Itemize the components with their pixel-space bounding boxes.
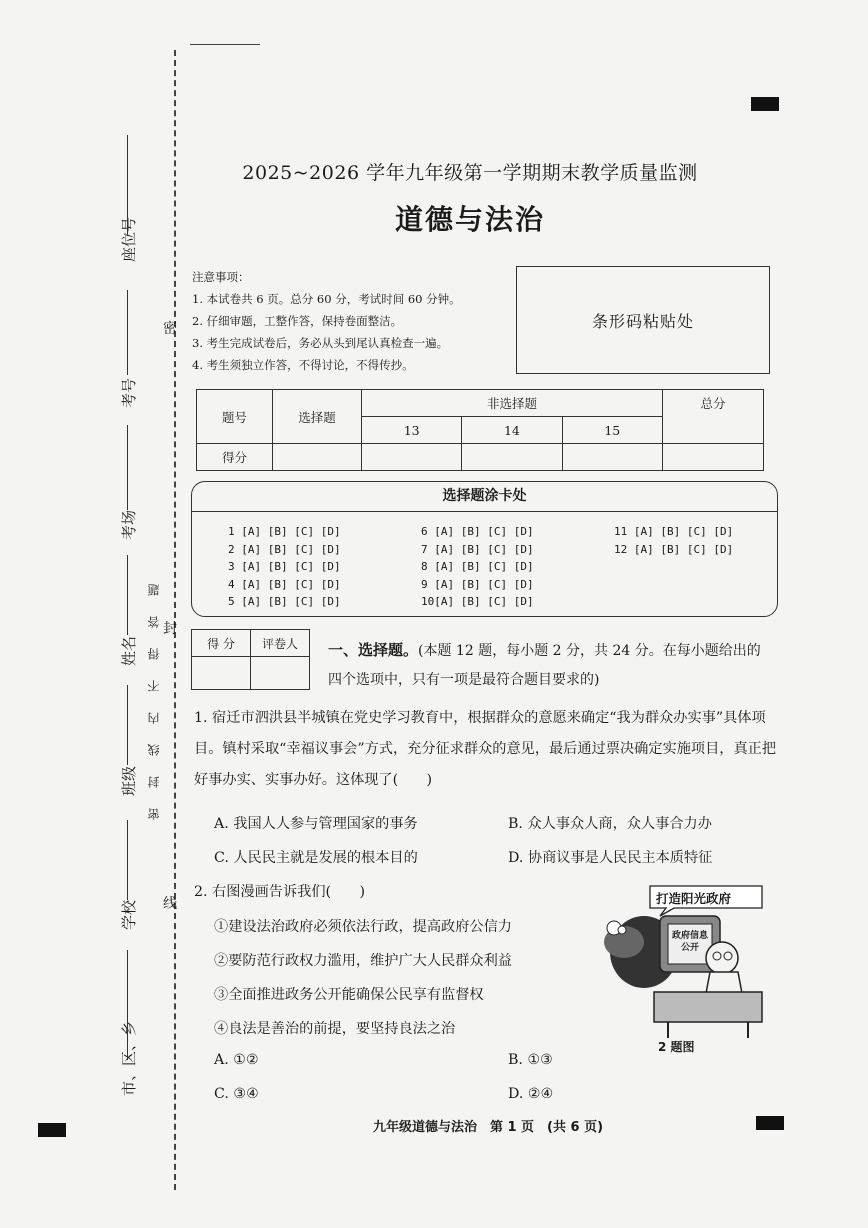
score-cell-total[interactable] xyxy=(663,444,764,471)
question-1-option-c[interactable]: C. 人民民主就是发展的根本目的 xyxy=(214,850,418,866)
top-rule xyxy=(190,44,260,45)
section-one-title: 一、选择题。 xyxy=(328,641,419,659)
grader-reviewer-label: 评卷人 xyxy=(251,630,310,657)
binding-label-room: 考场 xyxy=(120,509,138,540)
question-2-statement-4: ④良法是善治的前提，要坚持良法之治 xyxy=(214,1021,456,1037)
score-row-label: 得分 xyxy=(197,444,273,471)
answer-row[interactable]: 8 [A] [B] [C] [D] xyxy=(421,560,534,573)
notes-item: 3. 考生完成试卷后，务必从头到尾认真检查一遍。 xyxy=(192,336,449,350)
section-one-desc: (本题 12 题，每小题 2 分，共 24 分。在每小题给出的四个选项中，只有一项是最符合题目要求的) xyxy=(328,643,761,688)
binding-label-district: 市、区、乡 xyxy=(120,1020,138,1096)
section-one-heading xyxy=(328,636,774,695)
question-2-option-b[interactable]: B. ①③ xyxy=(508,1052,553,1068)
answer-row[interactable]: 9 [A] [B] [C] [D] xyxy=(421,577,534,591)
answer-row[interactable]: 5 [A] [B] [C] [D] xyxy=(228,595,341,608)
answer-row[interactable]: 2 [A] [B] [C] [D] xyxy=(228,542,341,556)
seal-warning-text: 密封线内不得答题 xyxy=(147,564,161,820)
binding-underline-name xyxy=(127,555,128,635)
cartoon-bubble-text: 打造阳光政府 xyxy=(656,891,732,906)
page-footer: 九年级道德与法治 第 1 页 (共 6 页) xyxy=(372,1120,604,1135)
question-1-option-d[interactable]: D. 协商议事是人民民主本质特征 xyxy=(508,850,713,866)
answer-card xyxy=(191,481,778,617)
answer-col-2[interactable] xyxy=(421,523,534,611)
score-head-choice: 选择题 xyxy=(273,390,362,444)
binding-underline-school xyxy=(127,820,128,900)
answer-row[interactable]: 4 [A] [B] [C] [D] xyxy=(228,577,341,591)
score-table xyxy=(196,389,764,471)
score-head-13: 13 xyxy=(362,417,462,444)
answer-row[interactable]: 10[A] [B] [C] [D] xyxy=(421,595,534,608)
score-head-14: 14 xyxy=(462,417,562,444)
score-head-nonchoice: 非选择题 xyxy=(362,390,663,417)
question-2-statement-3: ③全面推进政务公开能确保公民享有监督权 xyxy=(214,987,484,1003)
question-2-option-c[interactable]: C. ③④ xyxy=(214,1086,259,1102)
answer-row[interactable]: 3 [A] [B] [C] [D] xyxy=(228,560,341,573)
score-cell-15[interactable] xyxy=(562,444,662,471)
question-1-option-a[interactable]: A. 我国人人参与管理国家的事务 xyxy=(214,816,418,832)
score-head-total: 总分 xyxy=(663,390,764,444)
exam-title: 2025~2026 学年九年级第一学期期末教学质量监测 xyxy=(242,162,698,184)
notes-item: 1. 本试卷共 6 页。总分 60 分，考试时间 60 分钟。 xyxy=(192,292,461,306)
score-head-15: 15 xyxy=(562,417,662,444)
barcode-label: 条形码粘贴处 xyxy=(591,311,694,331)
score-cell-choice[interactable] xyxy=(273,444,362,471)
exam-notes xyxy=(192,266,461,376)
exam-subject: 道德与法治 xyxy=(394,203,545,236)
seal-char-xian: 线 xyxy=(163,896,177,912)
binding-label-examno: 考号 xyxy=(120,377,138,408)
answer-card-title: 选择题涂卡处 xyxy=(192,482,777,512)
answer-col-3[interactable] xyxy=(614,523,733,558)
binding-label-name: 姓名 xyxy=(120,635,138,666)
binding-label-seat: 座位号 xyxy=(120,216,138,262)
score-head-tihao: 题号 xyxy=(197,390,273,444)
binding-underline-district xyxy=(127,950,128,1060)
score-cell-13[interactable] xyxy=(362,444,462,471)
answer-row[interactable]: 7 [A] [B] [C] [D] xyxy=(421,542,534,556)
seal-char-mi: 密 xyxy=(163,321,177,337)
grader-score-cell[interactable] xyxy=(192,657,251,690)
barcode-area xyxy=(516,266,770,374)
notes-item: 4. 考生须独立作答，不得讨论，不得传抄。 xyxy=(192,358,414,372)
question-2-option-d[interactable]: D. ②④ xyxy=(508,1086,554,1102)
question-1-option-b[interactable]: B. 众人事众人商，众人事合力办 xyxy=(508,816,712,832)
notes-heading: 注意事项： xyxy=(192,270,250,284)
answer-row[interactable]: 12 [A] [B] [C] [D] xyxy=(614,542,734,556)
grader-score-label: 得 分 xyxy=(192,630,251,657)
cartoon-sign-text: 政府信息公开 xyxy=(671,931,708,953)
answer-row[interactable]: 11 [A] [B] [C] [D] xyxy=(614,525,734,538)
registration-mark-top-right xyxy=(751,97,779,111)
question-2-statement-1: ①建设法治政府必须依法行政，提高政府公信力 xyxy=(214,919,512,935)
answer-row[interactable]: 1 [A] [B] [C] [D] xyxy=(228,525,341,538)
binding-underline-room xyxy=(127,425,128,510)
grader-reviewer-cell[interactable] xyxy=(251,657,310,690)
question-2-option-a[interactable]: A. ①② xyxy=(214,1052,259,1068)
answer-col-1[interactable] xyxy=(228,523,341,611)
question-1-stem: 1. 宿迁市泗洪县半城镇在党史学习教育中，根据群众的意愿来确定“我为群众办实事”具体项目。镇村采取“幸福议事会”方式，充分征求群众的意见，最后通过票决确定实施项目，真正把好事办实、实事办好。这体现了( ) xyxy=(194,710,777,788)
notes-item: 2. 仔细审题，工整作答，保持卷面整洁。 xyxy=(192,314,403,328)
binding-label-class: 班级 xyxy=(120,765,138,796)
figure-caption: 2 题图 xyxy=(658,1040,695,1054)
seal-char-feng: 封 xyxy=(163,621,177,637)
binding-underline-class xyxy=(127,685,128,765)
binding-underline-examno xyxy=(127,290,128,375)
binding-label-school: 学校 xyxy=(120,899,138,930)
question-2-cartoon xyxy=(598,880,770,1040)
grader-table xyxy=(191,629,310,690)
question-2-statement-2: ②要防范行政权力滥用，维护广大人民群众利益 xyxy=(214,953,512,969)
answer-row[interactable]: 6 [A] [B] [C] [D] xyxy=(421,525,534,538)
score-cell-14[interactable] xyxy=(462,444,562,471)
question-2-stem: 2. 右图漫画告诉我们( ) xyxy=(194,884,365,900)
